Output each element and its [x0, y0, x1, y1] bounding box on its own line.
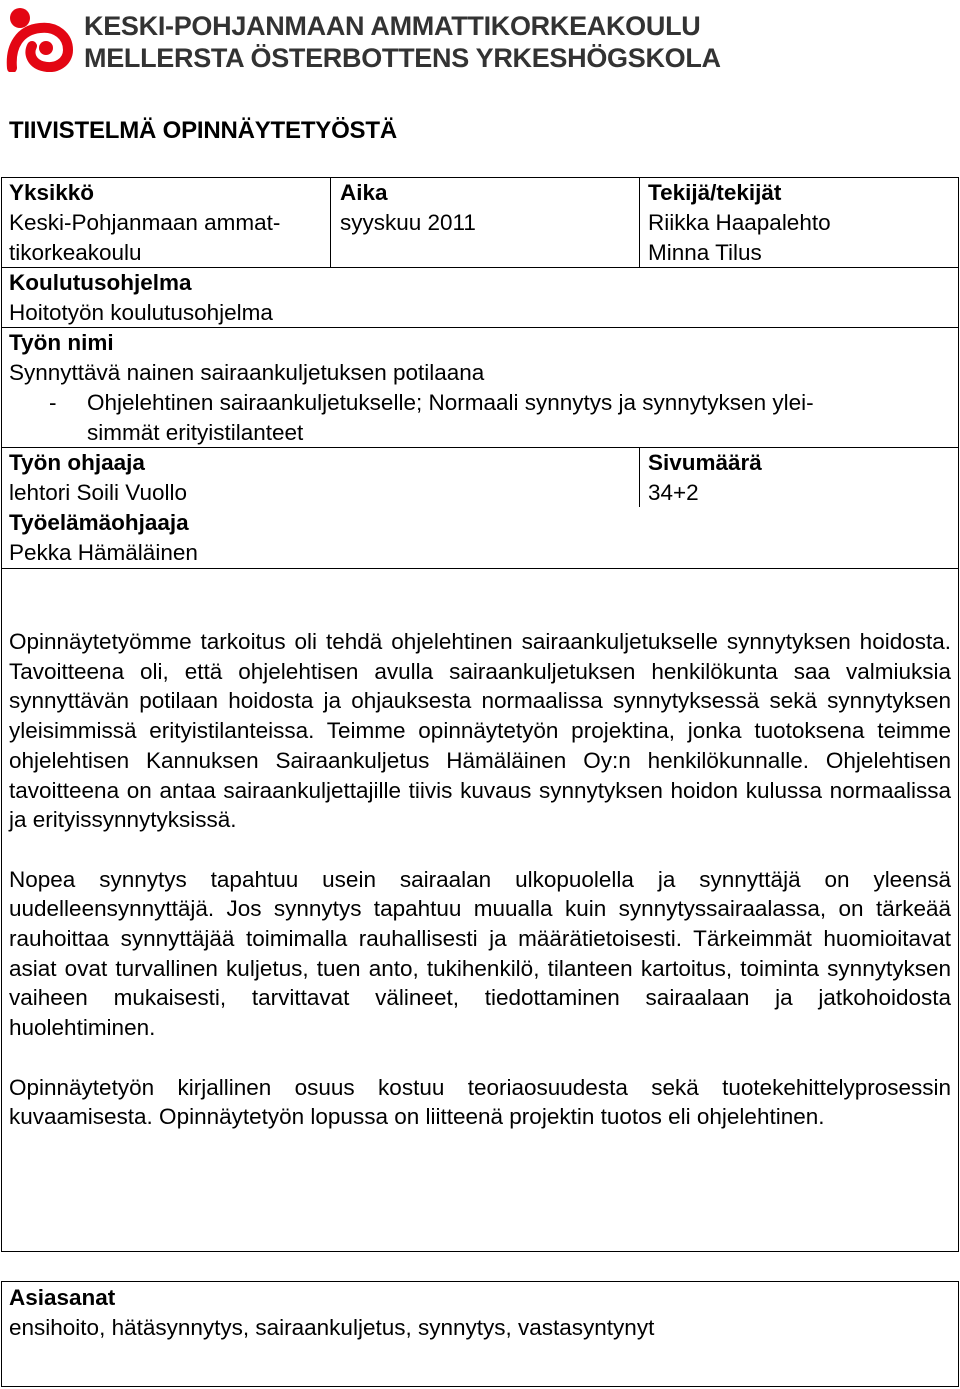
pages-label: Sivumäärä — [648, 450, 762, 475]
time-value: syyskuu 2011 — [340, 210, 476, 235]
author-1: Riikka Haapalehto — [648, 210, 831, 235]
document-title: TIIVISTELMÄ OPINNÄYTETYÖSTÄ — [9, 117, 397, 144]
abstract-text — [9, 627, 951, 1162]
keywords-cell — [9, 1283, 949, 1343]
work-supervisor-label: Työelämäohjaaja — [9, 510, 189, 535]
program-label: Koulutusohjelma — [9, 270, 192, 295]
time-cell — [340, 178, 635, 238]
logo-text-fi: KESKI-POHJANMAAN AMMATTIKORKEAKOULU — [84, 11, 701, 41]
time-label: Aika — [340, 180, 388, 205]
supervisor-label: Työn ohjaaja — [9, 450, 145, 475]
program-cell — [9, 268, 949, 328]
authors-label: Tekijä/tekijät — [648, 180, 782, 205]
divider-col2 — [639, 177, 640, 267]
pages-value: 34+2 — [648, 480, 699, 505]
unit-label: Yksikkö — [9, 180, 95, 205]
work-name-label: Työn nimi — [9, 330, 114, 355]
work-subtitle-line1: Ohjelehtinen sairaankuljetukselle; Normaali synnytys ja synnytyksen ylei- — [87, 390, 814, 415]
work-subtitle-line2: simmät erityistilanteet — [87, 420, 304, 445]
supervisor-cell — [9, 448, 629, 568]
supervisor-value: lehtori Soili Vuollo — [9, 480, 188, 505]
program-value: Hoitotyön koulutusohjelma — [9, 300, 273, 325]
divider-col1 — [330, 177, 331, 267]
work-subtitle-dash: - — [49, 390, 57, 415]
university-logo — [6, 4, 721, 74]
author-2: Minna Tilus — [648, 240, 762, 265]
work-name-value: Synnyttävä nainen sairaankuljetuksen potilaana — [9, 360, 485, 385]
unit-value-line2: tikorkeakoulu — [9, 240, 142, 265]
keywords-value: ensihoito, hätäsynnytys, sairaankuljetus, synnytys, vastasyntynyt — [9, 1315, 655, 1340]
abstract-paragraph-3: Opinnäytetyön kirjallinen osuus kostuu teoriaosuudesta sekä tuotekehittelyprosessin kuvaamisesta. Opinnäytetyön lopussa on liitteenä projektin tuotos eli ohjelehtinen. — [9, 1074, 951, 1130]
university-logo-mark-icon — [6, 6, 76, 72]
unit-value-line1: Keski-Pohjanmaan ammat- — [9, 210, 281, 235]
abstract-paragraph-1: Opinnäytetyömme tarkoitus oli tehdä ohjelehtinen sairaankuljetukselle synnytyksen hoidosta. Tavoitteena oli, että ohjelehtisen avulla sairaankuljetuksen henkilökunta saa valmiuksia synnyttävän potilaan hoidosta ja ohjauksesta normaalissa synnytyksessä sekä synnytyksen yleisimmissä erityistilanteissa. Teimme opinnäytetyön projektina, jonka tuotoksena teimme ohjelehtisen Kannuksen Sairaankuljetus Hämäläinen Oy:n henkilökunnalle. Ohjelehtisen tavoitteena on antaa sairaankuljettajille tiivis kuvaus synnytyksen hoidon kulussa normaalissa ja erityissynnytyksissä. — [9, 629, 951, 833]
work-subtitle — [9, 388, 949, 418]
work-name-cell — [9, 328, 949, 448]
divider-col3 — [639, 447, 640, 507]
keywords-label: Asiasanat — [9, 1285, 116, 1310]
authors-cell — [648, 178, 953, 268]
pages-cell — [648, 448, 953, 508]
unit-cell — [9, 178, 327, 268]
work-supervisor-value: Pekka Hämäläinen — [9, 540, 198, 565]
logo-text-sv: MELLERSTA ÖSTERBOTTENS YRKESHÖGSKOLA — [84, 43, 721, 73]
abstract-paragraph-2: Nopea synnytys tapahtuu usein sairaalan ulkopuolella ja synnyttäjä on yleensä uudelleensynnyttäjä. Jos synnytys tapahtuu muualla kuin synnytyssairaalassa, on tärkeää rauhoittaa synnyttäjää toimimalla rauhallisesti ja määrätietoisesti. Tärkeimmät huomioitavat asiat ovat turvallinen kuljetus, tuen anto, tukihenkilö, tilanteen kartoitus, toiminta synnytyksen vaiheen mukaisesti, tarvittavat välineet, tiedottaminen sairaalaan ja jatkohoidosta huolehtiminen. — [9, 866, 951, 1041]
